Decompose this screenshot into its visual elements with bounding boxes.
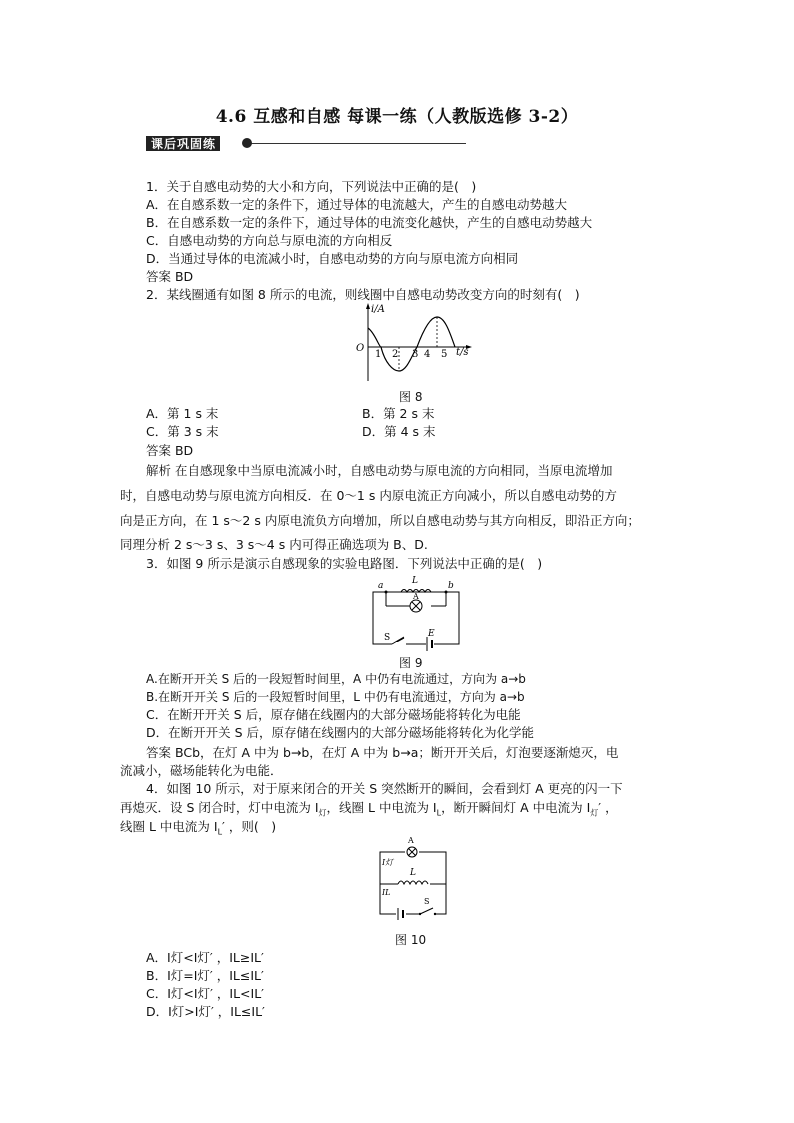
q1-stem: 1．关于自感电动势的大小和方向，下列说法中正确的是( ) <box>146 179 477 194</box>
switch-label: S <box>424 897 430 906</box>
q3-answer-line-2: 流减小，磁场能转化为电能． <box>120 763 283 778</box>
lamp-current-label: I灯 <box>382 858 394 867</box>
q3-answer-line-1 <box>146 745 618 761</box>
bullet-dot-icon <box>242 138 252 148</box>
tick-label-5: 5 <box>441 349 448 360</box>
q4-option-a: A．I灯<I灯′ ，IL≥IL′ <box>146 950 264 965</box>
x-axis-label: t/s <box>456 347 469 358</box>
q2-answer: 答案 BD <box>146 443 194 458</box>
q3-option-c: C．在断开开关 S 后，原存储在线圈内的大部分磁场能将转化为电能 <box>146 707 521 722</box>
q1-option-c: C．自感电动势的方向总与原电流的方向相反 <box>146 233 393 248</box>
q2-analysis-line-1: 解析 在自感现象中当原电流减小时，自感电动势与原电流的方向相同，当原电流增加 <box>146 463 613 478</box>
q3-option-a: A.在断开开关 S 后的一段短暂时间里，A 中仍有电流通过，方向为 a→b <box>146 672 526 686</box>
tick-label-1: 1 <box>375 349 382 360</box>
q3-answer-label: 答案 BC <box>146 745 193 760</box>
lamp-label: A <box>413 592 419 601</box>
section-rule <box>246 143 466 144</box>
q4-stem-line-2: 再熄灭．设 S 闭合时，灯中电流为 $I_灯$，线圈 L 中电流为 $I_L$，断开瞬间灯 A 中电流为 $I_灯'$ ， <box>120 800 618 818</box>
q3-stem: 3．如图 9 所示是演示自感现象的实验电路图．下列说法中正确的是( ) <box>146 556 543 571</box>
page-title: 4.6 互感和自感 每课一练（人教版选修 3-2） <box>215 107 579 127</box>
tick-label-4: 4 <box>424 349 431 360</box>
q3-answer-text: b，在灯 A 中为 b→b，在灯 A 中为 b→a；断开开关后，灯泡要逐渐熄灭，电 <box>192 745 619 760</box>
q1-option-a: A．在自感系数一定的条件下，通过导体的电流越大，产生的自感电动势越大 <box>146 197 568 212</box>
q4-option-c: C．I灯<I灯′ ，IL<IL′ <box>146 986 264 1001</box>
q3-option-b: B.在断开开关 S 后的一段短暂时间里，L 中仍有电流通过，方向为 a→b <box>146 690 525 704</box>
q4-stem-line-1: 4．如图 10 所示，对于原来闭合的开关 S 突然断开的瞬间，会看到灯 A 更亮的闪一下 <box>146 781 623 796</box>
q1-answer: 答案 BD <box>146 269 194 284</box>
q2-analysis-line-3: 向是正方向，在 1 s～2 s 内原电流负方向增加，所以自感电动势与其方向相反，即沿正方向； <box>120 513 640 528</box>
q1-option-d: D．当通过导体的电流减小时，自感电动势的方向与原电流方向相同 <box>146 251 519 266</box>
y-axis-label: i/A <box>371 304 385 315</box>
battery-label: E <box>428 629 435 639</box>
coil-label: L <box>410 868 416 878</box>
q2-option-b: B．第 2 s 末 <box>362 406 435 421</box>
q4-option-d: D．I灯>I灯′ ，IL≤IL′ <box>146 1004 265 1019</box>
figure-10-caption: 图 10 <box>395 933 427 947</box>
figure-8-caption: 图 8 <box>399 390 423 404</box>
q2-analysis-line-4: 同理分析 2 s～3 s、3 s～4 s 内可得正确选项为 B、D. <box>120 537 428 552</box>
figure-9-caption: 图 9 <box>399 656 423 670</box>
q4-option-b: B．I灯=I灯′ ，IL≤IL′ <box>146 968 264 983</box>
q3-option-d: D．在断开开关 S 后，原存储在线圈内的大部分磁场能将转化为化学能 <box>146 725 535 740</box>
node-b-label: b <box>448 581 454 591</box>
q2-option-a: A．第 1 s 末 <box>146 406 219 421</box>
coil-current-label: IL <box>382 888 391 897</box>
section-label: 课后巩固练 <box>146 136 220 151</box>
section-banner <box>146 136 476 151</box>
lamp-label: A <box>408 836 414 845</box>
origin-label: O <box>356 343 365 354</box>
tick-label-3: 3 <box>412 349 419 360</box>
q2-stem: 2．某线圈通有如图 8 所示的电流，则线圈中自感电动势改变方向的时刻有( ) <box>146 287 580 302</box>
inductor-label: L <box>412 576 418 586</box>
q2-current-graph <box>355 303 475 383</box>
node-a-label: a <box>378 581 384 591</box>
q2-option-c: C．第 3 s 末 <box>146 424 219 439</box>
switch-label: S <box>384 633 391 643</box>
q4-circuit-diagram <box>372 838 452 922</box>
q2-option-d: D．第 4 s 末 <box>362 424 436 439</box>
q3-circuit-diagram <box>368 578 463 650</box>
q1-option-b: B．在自感系数一定的条件下，通过导体的电流变化越快，产生的自感电动势越大 <box>146 215 593 230</box>
q4-stem-line-3: 线圈 L 中电流为 $I_L'$ ，则( ) <box>120 819 277 837</box>
q2-analysis-line-2: 时，自感电动势与原电流方向相反．在 0～1 s 内原电流正方向减小，所以自感电动势的方 <box>120 488 617 503</box>
tick-label-2: 2 <box>392 349 399 360</box>
